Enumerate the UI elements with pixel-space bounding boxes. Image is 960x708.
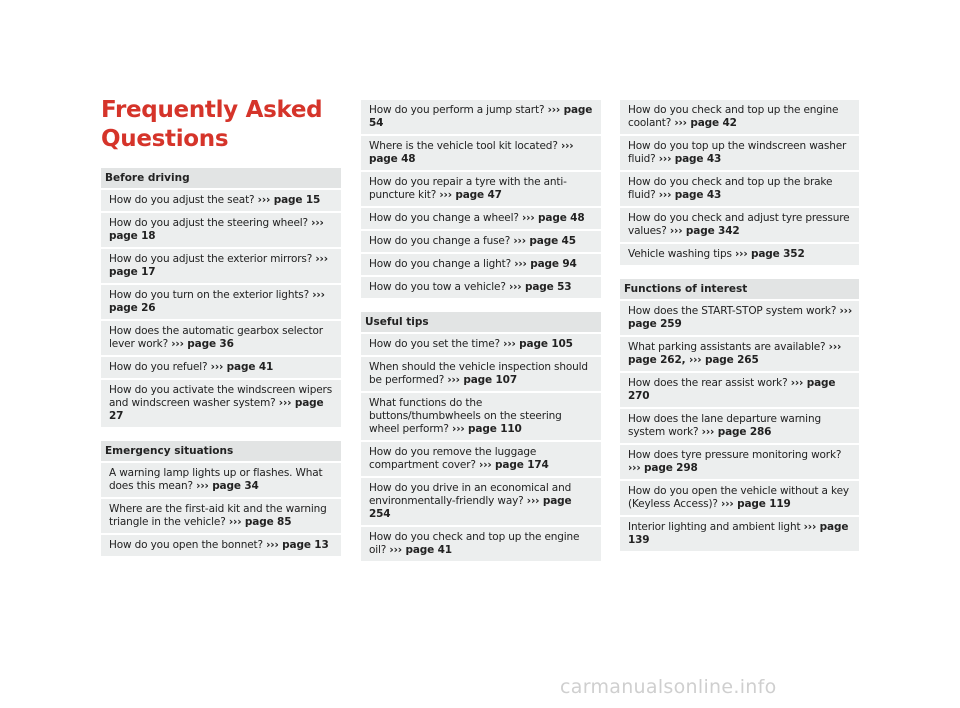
page-reference-link[interactable]: ››› page 298 — [628, 462, 698, 474]
faq-question: How do you turn on the exterior lights? — [109, 289, 313, 301]
page-reference-link[interactable]: ››› page 342 — [669, 225, 740, 237]
faq-item — [361, 208, 601, 229]
faq-question: How do you adjust the exterior mirrors? — [109, 253, 316, 265]
page-reference-link[interactable]: ››› page 254 — [369, 495, 572, 520]
faq-question: How do you adjust the steering wheel? — [109, 217, 312, 229]
page-reference-link[interactable]: ››› page 352 — [734, 248, 805, 260]
page-reference-link[interactable]: ››› page 53 — [508, 281, 572, 293]
page-reference-link[interactable]: ››› page 110 — [452, 423, 522, 435]
faq-item — [620, 244, 859, 265]
faq-question: How do you activate the windscreen wipers and windscreen washer system? — [109, 384, 333, 409]
faq-question: How do you open the bonnet? — [109, 539, 267, 551]
faq-group — [620, 279, 859, 551]
faq-question: How does the automatic gearbox selector lever work? — [109, 325, 323, 350]
page-reference-link[interactable]: ››› page 48 — [522, 212, 585, 224]
faq-item — [361, 334, 601, 355]
faq-item — [361, 277, 601, 298]
faq-question: How do you drive in an economical and environmentally-friendly way? — [369, 482, 572, 507]
faq-item — [361, 172, 601, 206]
faq-group — [101, 441, 341, 556]
page-reference-link[interactable]: ››› page 286 — [701, 426, 772, 438]
page-reference-link[interactable]: ››› page 41 — [210, 361, 274, 373]
section-heading: Before driving — [101, 168, 341, 188]
faq-item — [620, 409, 859, 443]
faq-item — [361, 527, 601, 561]
faq-question: What parking assistants are available? — [628, 341, 829, 353]
page-title: Frequently Asked Questions — [101, 97, 323, 152]
page-reference-link[interactable]: ››› page 43 — [658, 189, 722, 201]
section-heading: Emergency situations — [101, 441, 341, 461]
page-reference-link[interactable]: ››› page 54 — [369, 104, 593, 129]
faq-question: Interior lighting and ambient light — [628, 521, 804, 533]
page-reference-link[interactable]: ››› page 45 — [513, 235, 576, 247]
page-reference-link[interactable]: ››› page 27 — [109, 397, 324, 422]
page-reference-link[interactable]: ››› page 36 — [171, 338, 234, 350]
faq-item — [620, 517, 859, 551]
page-reference-link[interactable]: ››› page 34 — [196, 480, 259, 492]
page-reference-link[interactable]: ››› page 26 — [109, 289, 325, 314]
faq-question: How do you remove the luggage compartment cover? — [369, 446, 537, 471]
faq-question: When should the vehicle inspection should be performed? — [369, 361, 588, 386]
page-reference-link[interactable]: ››› page 18 — [109, 217, 324, 242]
page-reference-link[interactable]: ››› page 13 — [266, 539, 329, 551]
faq-item — [101, 535, 341, 556]
faq-question: How do you top up the windscreen washer fluid? — [628, 140, 847, 165]
faq-item — [101, 499, 341, 533]
page-reference-link[interactable]: ››› page 43 — [658, 153, 722, 165]
faq-question: How do you check and top up the brake fluid? — [628, 176, 833, 201]
faq-item — [620, 373, 859, 407]
faq-item — [361, 393, 601, 440]
page-reference-link[interactable]: ››› page 94 — [514, 258, 577, 270]
faq-item — [361, 254, 601, 275]
faq-question: How does the rear assist work? — [628, 377, 791, 389]
faq-item — [620, 445, 859, 479]
faq-question: How do you change a light? — [369, 258, 515, 270]
page-reference-link[interactable]: ››› page 139 — [628, 521, 849, 546]
page-reference-link[interactable]: ››› page 262, ››› page 265 — [628, 341, 842, 366]
page-reference-link[interactable]: ››› page 41 — [389, 544, 452, 556]
page-reference-link[interactable]: ››› page 15 — [257, 194, 321, 206]
faq-question: How does the START-STOP system work? — [628, 305, 840, 317]
faq-question: A warning lamp lights up or flashes. What does this mean? — [109, 467, 323, 492]
faq-item — [101, 190, 341, 211]
faq-item — [361, 478, 601, 525]
faq-question: Vehicle washing tips — [628, 248, 735, 260]
faq-item — [620, 172, 859, 206]
faq-group — [361, 100, 601, 298]
faq-question: How do you change a fuse? — [369, 235, 514, 247]
faq-question: How do you refuel? — [109, 361, 211, 373]
faq-item — [620, 337, 859, 371]
faq-question: How do you adjust the seat? — [109, 194, 258, 206]
section-heading: Useful tips — [361, 312, 601, 332]
watermark-text: carmanualsonline.info — [560, 676, 777, 698]
faq-question: How do you change a wheel? — [369, 212, 522, 224]
faq-question: How do you tow a vehicle? — [369, 281, 509, 293]
faq-question: Where are the first-aid kit and the warning triangle in the vehicle? — [109, 503, 327, 528]
page-reference-link[interactable]: ››› page 119 — [721, 498, 791, 510]
page-reference-link[interactable]: ››› page 107 — [447, 374, 517, 386]
faq-question: Where is the vehicle tool kit located? — [369, 140, 561, 152]
faq-item — [361, 231, 601, 252]
faq-question: What functions do the buttons/thumbwheels on the steering wheel perform? — [369, 397, 562, 435]
faq-item — [101, 380, 341, 427]
page-reference-link[interactable]: ››› page 105 — [503, 338, 573, 350]
faq-question: How do you perform a jump start? — [369, 104, 548, 116]
faq-column-2 — [361, 100, 601, 563]
faq-question: How do you check and top up the engine oil? — [369, 531, 580, 556]
faq-item — [361, 136, 601, 170]
faq-question: How does tyre pressure monitoring work? — [628, 449, 842, 461]
faq-question: How does the lane departure warning system work? — [628, 413, 821, 438]
page-reference-link[interactable]: ››› page 48 — [369, 140, 574, 165]
faq-column-3 — [620, 100, 859, 553]
faq-item — [101, 213, 341, 247]
faq-column-1 — [101, 168, 341, 558]
faq-group — [361, 312, 601, 561]
faq-item — [101, 249, 341, 283]
page-reference-link[interactable]: ››› page 174 — [479, 459, 549, 471]
faq-item — [361, 442, 601, 476]
faq-item — [620, 208, 859, 242]
page-reference-link[interactable]: ››› page 47 — [439, 189, 502, 201]
faq-item — [361, 357, 601, 391]
faq-question: How do you check and top up the engine coolant? — [628, 104, 839, 129]
faq-question: How do you repair a tyre with the anti-puncture kit? — [369, 176, 567, 201]
faq-item — [620, 136, 859, 170]
faq-group — [101, 168, 341, 427]
faq-group — [620, 100, 859, 265]
page-reference-link[interactable]: ››› page 17 — [109, 253, 328, 278]
faq-item — [101, 285, 341, 319]
faq-item — [101, 463, 341, 497]
page-reference-link[interactable]: ››› page 270 — [628, 377, 836, 402]
faq-item — [361, 100, 601, 134]
faq-item — [101, 321, 341, 355]
page-reference-link[interactable]: ››› page 42 — [674, 117, 737, 129]
page-reference-link[interactable]: ››› page 259 — [628, 305, 853, 330]
faq-item — [620, 100, 859, 134]
faq-question: How do you set the time? — [369, 338, 504, 350]
section-heading: Functions of interest — [620, 279, 859, 299]
faq-question: How do you open the vehicle without a key (Keyless Access)? — [628, 485, 849, 510]
faq-item — [101, 357, 341, 378]
page-reference-link[interactable]: ››› page 85 — [228, 516, 292, 528]
faq-question: How do you check and adjust tyre pressure values? — [628, 212, 850, 237]
faq-item — [620, 481, 859, 515]
faq-item — [620, 301, 859, 335]
